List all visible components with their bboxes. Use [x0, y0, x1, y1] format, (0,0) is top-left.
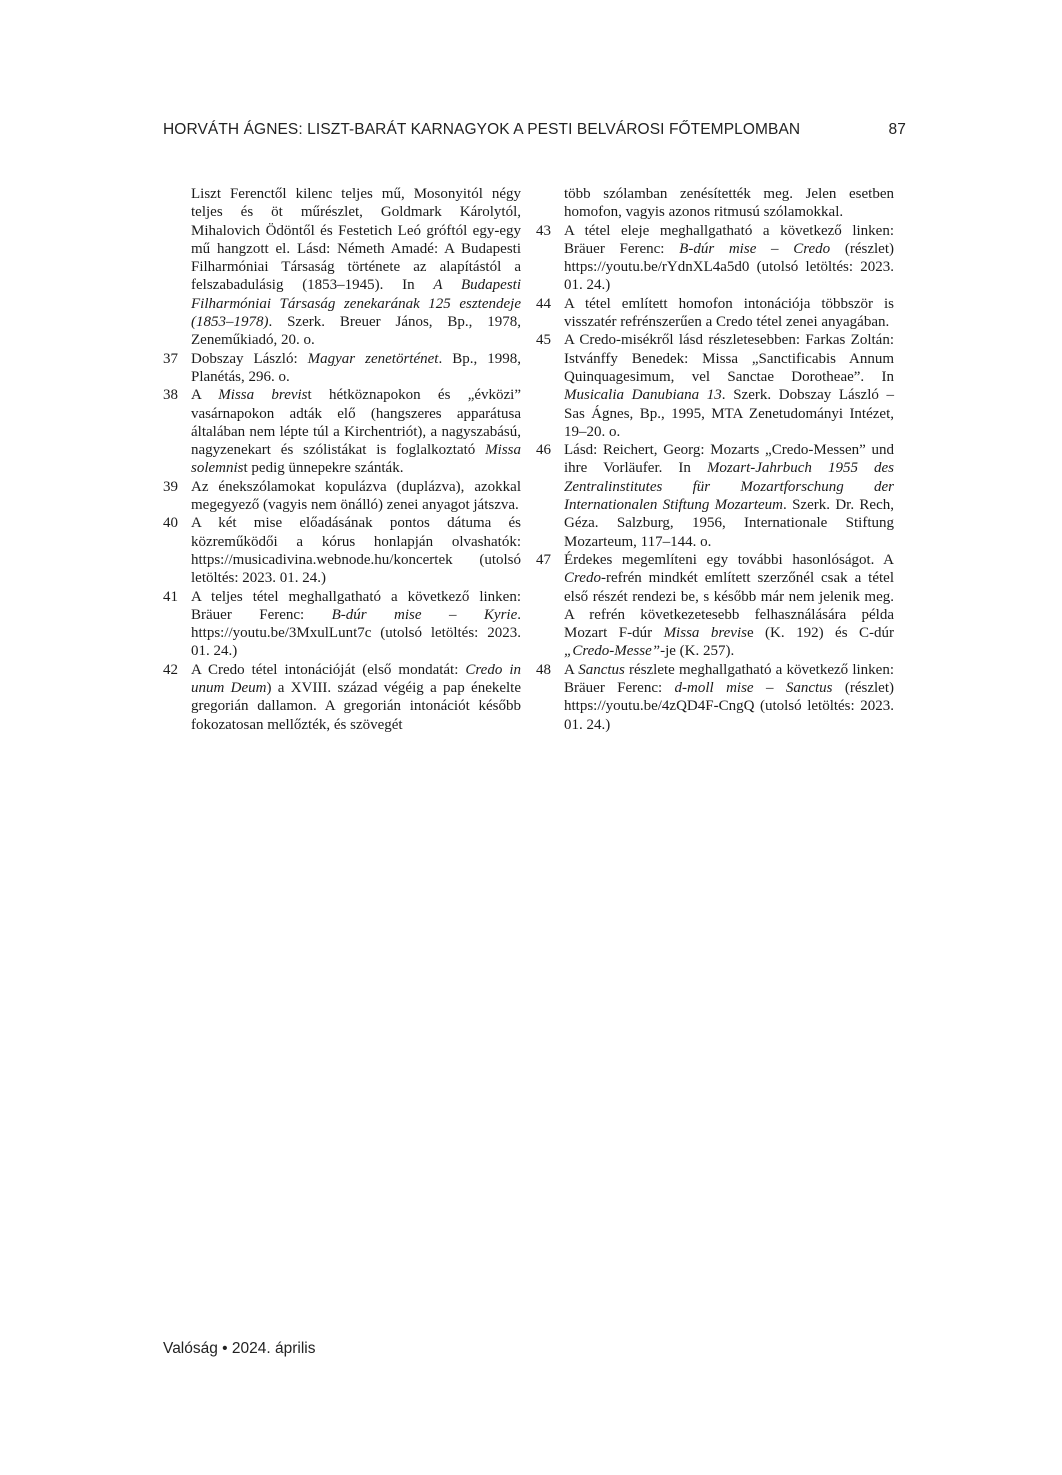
footnote-continuation	[163, 185, 521, 350]
footnote-number: 39	[163, 478, 178, 495]
footnote	[536, 661, 894, 734]
text-run: A Credo-misékről lásd részletesebben: Farkas Zoltán: Istvánffy Benedek: Missa „Sanctificabis Annum Quinquagesimum, vel Sanctae Dorotheae”. In	[564, 332, 894, 385]
italic-title: „Credo-Messe”	[564, 643, 661, 660]
italic-title: Musicalia Danubiana 13	[564, 387, 722, 404]
footnote-text	[564, 295, 894, 332]
text-run: részlete meghallgatható a következő linken: Bräuer Ferenc:	[564, 661, 894, 697]
footnote	[163, 661, 521, 734]
footnote-text	[564, 331, 894, 441]
footnote-text	[191, 661, 521, 734]
italic-title: d-moll mise – Sanctus	[674, 680, 833, 697]
page-footer: Valóság • 2024. április	[163, 1340, 316, 1357]
italic-title: Missa solemnis	[191, 442, 521, 477]
text-run: A teljes tétel meghallgatható a következő linken: Bräuer Ferenc:	[191, 588, 521, 623]
footnote-number: 47	[536, 551, 551, 568]
text-run: Lásd: Reichert, Georg: Mozarts „Credo-Messen” und ihre Vorläufer. In	[564, 442, 894, 477]
text-run: . Szerk. Breuer János, Bp., 1978, Zeneműkiadó, 20. o.	[191, 314, 521, 349]
footnote-continuation	[536, 185, 894, 222]
footnote-number: 42	[163, 661, 178, 678]
footnote-text	[564, 441, 894, 551]
text-run: (részlet) https://youtu.be/4zQD4F-CngQ (utolsó letöltés: 2023. 01. 24.)	[564, 680, 894, 733]
footnote-number: 40	[163, 515, 178, 532]
footnote	[163, 386, 521, 477]
italic-title: Missa brevis	[663, 625, 747, 642]
text-run: . Bp., 1998, Planétás, 296. o.	[191, 350, 521, 385]
italic-title: Magyar zenetörténet	[307, 350, 439, 367]
text-run: Liszt Ferenctől kilenc teljes mű, Mosonyitól négy teljes és öt műrészlet, Goldmark Károlytól, Mihalovich Ödöntől és Festetich Leó gróftól egy-egy mű hangzott el. Lásd: Németh Amadé: A Budapesti Filharmóniai Társaság története az alapítástól a felszabadulásig (1853–1945). In	[191, 186, 521, 294]
footnote-number: 48	[536, 661, 551, 678]
text-run: Az énekszólamokat kopulázva (duplázva), azokkal megegyező (vagyis nem önálló) zenei anyagot játszva.	[191, 478, 521, 514]
text-run: Dobszay László:	[191, 350, 308, 367]
italic-title: Sanctus	[578, 661, 625, 678]
footnote	[163, 514, 521, 587]
text-run: A	[191, 387, 219, 404]
footnote	[163, 588, 521, 661]
running-head	[163, 121, 906, 139]
text-run: -refrén mindkét említett szerzőnél csak a tétel első részét rendezi be, s később már nem jelenik meg. A refrén következetesebb felhasználására példa Mozart F-dúr	[564, 570, 894, 642]
footnote-text	[564, 661, 894, 734]
footnote-number: 43	[536, 222, 551, 239]
text-run: e (K. 192) és C-dúr	[746, 625, 894, 642]
text-run: A Credo tétel intonációját (első mondatát:	[191, 661, 466, 678]
text-run: t pedig ünnepekre szánták.	[243, 460, 404, 477]
footnote-text	[191, 514, 521, 587]
running-head-title: HORVÁTH ÁGNES: LISZT-BARÁT KARNAGYOK A PESTI BELVÁROSI FŐTEMPLOMBAN	[163, 121, 801, 138]
footnote-text	[191, 350, 521, 387]
footnote	[536, 222, 894, 295]
footnote-text	[191, 185, 521, 350]
footnote-text	[564, 185, 894, 222]
text-run: . https://youtu.be/3MxulLunt7c (utolsó letöltés: 2023. 01. 24.)	[191, 606, 521, 660]
footnote-text	[564, 551, 894, 661]
italic-title: B-dúr mise – Kyrie	[331, 606, 518, 623]
text-run: t hétköznapokon és „évközi” vasárnapokon adták elő (hangszeres apparátusa általában nem lépte túl a Kirchentriót), a nagyszabású, nagyzenekart és szólistákat is foglalkoztató	[191, 387, 521, 459]
footnote-number: 37	[163, 350, 178, 367]
text-run: . Szerk. Dobszay László – Sas Ágnes, Bp., 1995, MTA Zenetudományi Intézet, 19–20. o.	[564, 387, 895, 440]
text-run: több szólamban zenésítették meg. Jelen esetben homofon, vagyis azonos ritmusú szólamokkal.	[564, 186, 894, 221]
italic-title: Missa brevis	[218, 387, 308, 404]
text-run: ) a XVIII. század végéig a pap énekelte gregorián dallamon. A gregorián intonációt később fokozatosan mellőzték, és szövegét	[191, 680, 521, 733]
text-run: -je (K. 257).	[660, 643, 735, 660]
text-run: Érdekes megemlíteni egy további hasonlóságot. A	[564, 551, 894, 568]
footnote	[536, 441, 894, 551]
italic-title: Mozart-Jahrbuch 1955 des Zentralinstitutes für Mozartforschung der Internationalen Stiftung Mozarteum	[564, 460, 894, 514]
footnotes-left-column	[163, 185, 521, 734]
page-number: 87	[888, 121, 906, 138]
footnote	[163, 478, 521, 515]
footnote-text	[191, 588, 521, 661]
footnote	[536, 331, 894, 441]
italic-title: A Budapesti Filharmóniai Társaság zenekarának 125 esztendeje (1853–1978)	[191, 277, 522, 331]
footnote-number: 46	[536, 442, 551, 459]
footnote-text	[191, 478, 521, 515]
footnote	[163, 350, 521, 387]
text-run: A	[564, 661, 579, 678]
footnotes-right-column	[536, 185, 894, 734]
text-run: A tétel eleje meghallgatható a következő linken: Bräuer Ferenc:	[564, 222, 894, 257]
text-run: A tétel említett homofon intonációja többször is visszatér refrénszerűen a Credo tétel zenei anyagában.	[564, 295, 894, 331]
italic-title: Credo	[564, 570, 601, 587]
footnote-number: 45	[536, 332, 551, 349]
footnote	[536, 551, 894, 661]
footnote-number: 38	[163, 387, 178, 404]
footnote-text	[564, 222, 894, 295]
italic-title: Credo in unum Deum	[191, 661, 521, 697]
text-run: A két mise előadásának pontos dátuma és közreműködői a kórus honlapján olvashatók: https://musicadivina.webnode.hu/koncertek (utolsó letöltés: 2023. 01. 24.)	[191, 515, 521, 587]
footnote-text	[191, 386, 521, 477]
footnote-number: 44	[536, 295, 551, 312]
footnote	[536, 295, 894, 332]
footnote-number: 41	[163, 588, 178, 605]
text-run: . Szerk. Dr. Rech, Géza. Salzburg, 1956, Internationale Stiftung Mozarteum, 117–144. o.	[564, 497, 894, 550]
italic-title: B-dúr mise – Credo	[679, 240, 831, 257]
text-run: (részlet) https://youtu.be/rYdnXL4a5d0 (utolsó letöltés: 2023. 01. 24.)	[564, 240, 894, 294]
